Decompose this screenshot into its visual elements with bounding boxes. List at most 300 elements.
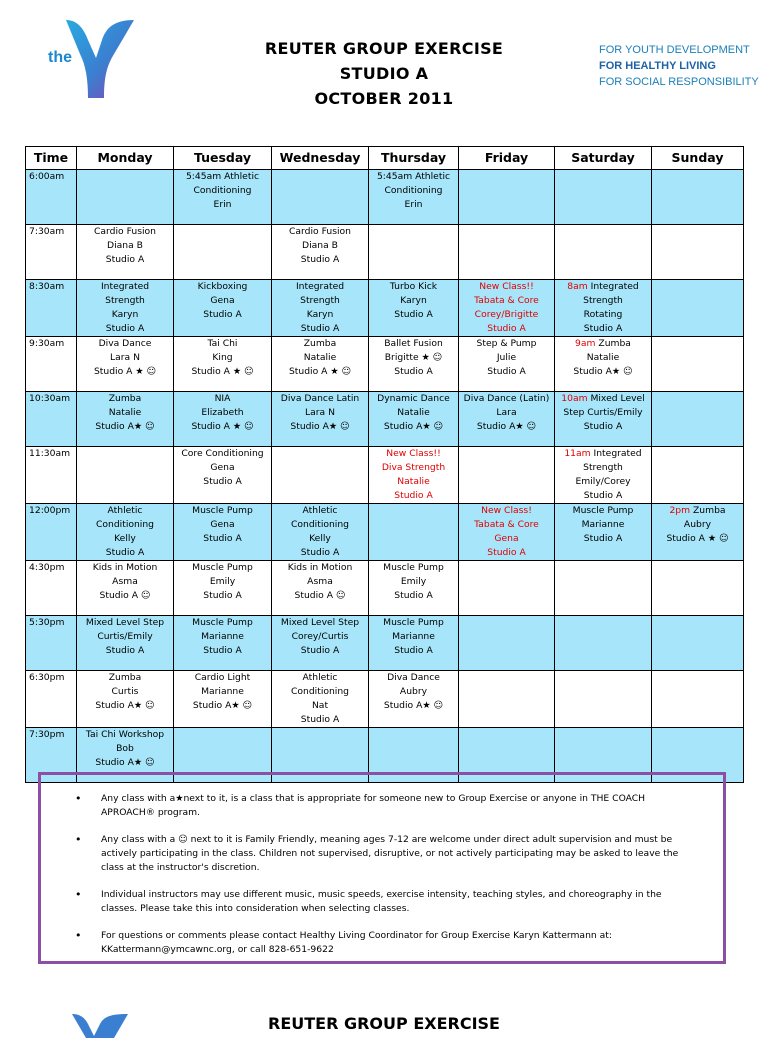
class-line-text: Studio A [105, 645, 145, 656]
class-line [272, 225, 368, 239]
class-cell-tuesday [174, 280, 272, 337]
table-row [26, 616, 744, 671]
class-cell-tuesday [174, 225, 272, 280]
class-line-text: Tai Chi Workshop [85, 729, 165, 740]
class-cell-thursday [369, 616, 459, 671]
time-cell: 6:00am [26, 170, 77, 225]
table-row [26, 392, 744, 447]
class-cell-tuesday [174, 671, 272, 728]
header-saturday: Saturday [555, 147, 652, 170]
class-start-time: 8am [567, 281, 588, 292]
schedule-body [26, 170, 744, 783]
class-cell-thursday [369, 561, 459, 616]
class-cell-tuesday [174, 170, 272, 225]
class-line-text: Elizabeth [201, 407, 244, 418]
class-cell-friday [459, 392, 555, 447]
class-line-text: Mixed Level [587, 393, 645, 404]
class-line [77, 685, 173, 699]
class-line-text: Tai Chi [207, 338, 238, 349]
class-line [77, 420, 173, 434]
class-cell-wednesday [272, 671, 369, 728]
class-line [272, 699, 368, 713]
class-line [272, 365, 368, 379]
note-beginner-star: • Any class with a★next to it, is a class that is appropriate for someone new to Group Exercise or anyone in THE COACH APROACH® program. [101, 792, 699, 820]
class-line-text: Studio A★ ☺ [95, 757, 155, 768]
class-line [369, 420, 458, 434]
class-line [77, 308, 173, 322]
class-cell-friday [459, 280, 555, 337]
class-line-text: NIA [214, 393, 231, 404]
class-cell-friday [459, 504, 555, 561]
note-instructor-variation: • Individual instructors may use different music, music speeds, exercise intensity, teaching styles, and choreography in the classes. Please take this into consideration when selecting classes. [101, 888, 699, 916]
class-line-text: Studio A [583, 490, 623, 501]
class-line [77, 253, 173, 267]
class-line-text: Kids in Motion [92, 562, 158, 573]
class-line [77, 644, 173, 658]
class-line-text: Studio A [487, 547, 526, 558]
class-line [77, 337, 173, 351]
class-line [369, 337, 458, 351]
table-row [26, 504, 744, 561]
class-line-text: Diva Dance Latin [280, 393, 360, 404]
class-cell-sunday [652, 225, 744, 280]
class-line-text: Studio A [105, 323, 145, 334]
class-cell-sunday [652, 561, 744, 616]
class-line [174, 420, 271, 434]
class-line [459, 337, 554, 351]
class-line-text: Natalie [586, 352, 620, 363]
class-line-text: Step Curtis/Emily [563, 407, 643, 418]
class-cell-sunday [652, 447, 744, 504]
class-line-text: Athletic [107, 505, 143, 516]
class-line [77, 699, 173, 713]
class-line-text: Strength [105, 295, 145, 306]
class-line [555, 322, 651, 336]
class-line [652, 504, 743, 518]
class-line-text: Studio A [394, 366, 433, 377]
class-line [272, 532, 368, 546]
class-line-text: Diana B [107, 240, 143, 251]
class-line-text: Studio A ☺ [294, 590, 346, 601]
class-cell-thursday [369, 671, 459, 728]
class-line [174, 461, 271, 475]
class-cell-saturday [555, 337, 652, 392]
class-cell-wednesday [272, 225, 369, 280]
class-line [272, 685, 368, 699]
class-cell-saturday [555, 392, 652, 447]
class-line [459, 308, 554, 322]
class-line-text: Studio A [105, 254, 145, 265]
class-cell-thursday [369, 447, 459, 504]
class-line-text: Conditioning [95, 519, 155, 530]
class-cell-tuesday [174, 561, 272, 616]
class-line [272, 322, 368, 336]
class-cell-thursday [369, 337, 459, 392]
class-line [77, 406, 173, 420]
class-line [77, 239, 173, 253]
class-cell-saturday [555, 504, 652, 561]
class-line [555, 504, 651, 518]
class-line [369, 630, 458, 644]
class-line [77, 575, 173, 589]
class-line [174, 294, 271, 308]
class-line [272, 644, 368, 658]
class-cell-monday [77, 561, 174, 616]
class-line-text: Studio A★ ☺ [95, 421, 155, 432]
class-line-text: Step & Pump [476, 338, 537, 349]
ymca-y-mark-bottom [66, 1008, 136, 1038]
class-cell-tuesday [174, 447, 272, 504]
class-cell-saturday [555, 561, 652, 616]
class-line [272, 308, 368, 322]
class-line [555, 475, 651, 489]
class-line [459, 420, 554, 434]
class-line-text: Studio A [487, 323, 526, 334]
table-row [26, 561, 744, 616]
class-line [174, 337, 271, 351]
class-cell-sunday [652, 671, 744, 728]
class-line [555, 518, 651, 532]
class-line-text: Conditioning [384, 185, 443, 196]
ymca-logo [44, 14, 140, 100]
class-line [369, 561, 458, 575]
class-line-text: Marianne [201, 631, 244, 642]
header-monday: Monday [77, 147, 174, 170]
time-cell: 9:30am [26, 337, 77, 392]
tagline-line-1: FOR YOUTH DEVELOPMENT [599, 44, 750, 56]
class-line [652, 518, 743, 532]
class-line-text: Studio A★ ☺ [383, 700, 444, 711]
class-cell-thursday [369, 392, 459, 447]
class-line [77, 561, 173, 575]
class-line-text: Athletic [302, 505, 338, 516]
class-line [77, 728, 173, 742]
class-line [459, 280, 554, 294]
class-line-text: Bob [116, 743, 134, 754]
class-cell-saturday [555, 671, 652, 728]
class-line-text: Studio A [203, 645, 242, 656]
class-line [77, 280, 173, 294]
class-line [555, 406, 651, 420]
time-cell: 8:30am [26, 280, 77, 337]
class-line [555, 420, 651, 434]
class-line-text: Turbo Kick [389, 281, 438, 292]
class-line-text: Zumba [595, 338, 631, 349]
class-line [174, 671, 271, 685]
class-line [369, 392, 458, 406]
class-line-text: Cardio Fusion [289, 226, 351, 237]
class-line [555, 392, 651, 406]
note-family-friendly: • Any class with a ☺ next to it is Family Friendly, meaning ages 7-12 are welcome under direct adult supervision and must be actively participating in the class. Children not supervised, disruptive, or not actively participating may be asked to leave the class at the instructor's discretion. [101, 833, 699, 875]
class-line-text: Muscle Pump [192, 562, 253, 573]
class-cell-friday [459, 616, 555, 671]
class-line-text: Zumba [108, 672, 142, 683]
class-line [77, 671, 173, 685]
class-line [369, 198, 458, 212]
class-line-text: Kids in Motion [287, 562, 353, 573]
class-line-text: Studio A ★ ☺ [288, 366, 352, 377]
class-line-text: Kelly [309, 533, 331, 544]
class-line-text: Tabata & Core [474, 519, 539, 530]
class-line [174, 447, 271, 461]
class-line-text: Muscle Pump [383, 562, 444, 573]
class-line-text: Gena [494, 533, 519, 544]
class-line [369, 685, 458, 699]
class-line-text: Marianne [201, 686, 244, 697]
class-cell-saturday [555, 616, 652, 671]
table-row [26, 170, 744, 225]
class-line-text: Integrated [295, 281, 345, 292]
class-line [77, 546, 173, 560]
class-line [77, 351, 173, 365]
class-line [369, 699, 458, 713]
class-line-text: Integrated [590, 448, 642, 459]
class-line-text: Studio A [394, 309, 433, 320]
class-line [77, 322, 173, 336]
class-line [272, 561, 368, 575]
class-line [77, 532, 173, 546]
class-cell-monday [77, 504, 174, 561]
class-line [459, 546, 554, 560]
class-line [272, 351, 368, 365]
ymca-y-mark [44, 14, 140, 100]
class-cell-thursday [369, 280, 459, 337]
class-line [174, 685, 271, 699]
notes-box [38, 772, 726, 964]
class-line [369, 406, 458, 420]
time-cell: 7:30am [26, 225, 77, 280]
class-line [77, 742, 173, 756]
class-cell-saturday [555, 225, 652, 280]
svg-text:YMCA: YMCA [108, 76, 120, 95]
class-cell-thursday [369, 225, 459, 280]
class-line-text: Studio A [300, 645, 340, 656]
class-line-text: Natalie [303, 352, 337, 363]
class-cell-wednesday [272, 392, 369, 447]
class-line [369, 184, 458, 198]
class-line-text: Emily/Corey [575, 476, 631, 487]
class-cell-friday [459, 337, 555, 392]
time-cell: 4:30pm [26, 561, 77, 616]
class-line-text: Asma [112, 576, 138, 587]
class-line [77, 756, 173, 770]
header-time: Time [26, 147, 77, 170]
class-line-text: Studio A ★ ☺ [93, 366, 157, 377]
class-line-text: Studio A ★ ☺ [191, 366, 254, 377]
class-line [77, 504, 173, 518]
class-line-text: Muscle Pump [192, 505, 253, 516]
class-line-text: Studio A [394, 645, 433, 656]
class-line [555, 337, 651, 351]
ymca-tagline [599, 42, 759, 90]
class-line-text: Karyn [111, 309, 139, 320]
class-line-text: Mixed Level Step [280, 617, 360, 628]
class-line [272, 253, 368, 267]
class-line [369, 589, 458, 603]
class-line [555, 461, 651, 475]
class-start-time: 2pm [669, 505, 691, 516]
class-line-text: Kickboxing [197, 281, 248, 292]
class-line [555, 365, 651, 379]
class-cell-friday [459, 561, 555, 616]
bottom-title: REUTER GROUP EXERCISE [268, 1014, 500, 1033]
class-line [369, 294, 458, 308]
class-line [174, 308, 271, 322]
class-line [369, 475, 458, 489]
class-line [555, 489, 651, 503]
class-line [272, 294, 368, 308]
class-line [369, 365, 458, 379]
class-line [369, 671, 458, 685]
class-cell-wednesday [272, 337, 369, 392]
class-line-text: Conditioning [193, 185, 252, 196]
class-line [174, 365, 271, 379]
class-line [174, 392, 271, 406]
class-line-text: Studio A★ ☺ [290, 421, 350, 432]
schedule-header-row [26, 147, 744, 170]
class-line [369, 489, 458, 503]
class-line-text: Muscle Pump [572, 505, 634, 516]
class-line-text: Strength [583, 295, 623, 306]
class-line [459, 322, 554, 336]
class-line-text: Curtis [111, 686, 139, 697]
class-line-text: Studio A★ ☺ [383, 421, 444, 432]
class-line [77, 616, 173, 630]
class-line [272, 575, 368, 589]
class-line [174, 561, 271, 575]
class-line [272, 546, 368, 560]
class-line-text: Natalie [397, 476, 430, 487]
class-line [369, 447, 458, 461]
class-line [555, 351, 651, 365]
class-line-text: Emily [209, 576, 236, 587]
class-line-text: Diva Dance [387, 672, 440, 683]
class-line-text: Studio A★ ☺ [476, 421, 537, 432]
class-line [174, 406, 271, 420]
class-line [174, 198, 271, 212]
class-cell-wednesday [272, 447, 369, 504]
class-line-text: Studio A [300, 323, 340, 334]
class-line [652, 532, 743, 546]
class-cell-thursday [369, 170, 459, 225]
class-line [77, 589, 173, 603]
class-cell-sunday [652, 504, 744, 561]
note-contact: • For questions or comments please contact Healthy Living Coordinator for Group Exercise Karyn Kattermann at: KKattermann@ymcawnc.org, or call 828-651-9622 [101, 929, 699, 957]
class-cell-friday [459, 671, 555, 728]
tagline-line-3: FOR SOCIAL RESPONSIBILITY [599, 76, 759, 88]
class-line-text: Aubry [683, 519, 712, 530]
class-line-text: Studio A [105, 547, 145, 558]
class-line [77, 518, 173, 532]
title-line-3: OCTOBER 2011 [314, 89, 454, 108]
class-line-text: Curtis/Emily [97, 631, 153, 642]
class-line [459, 365, 554, 379]
class-cell-monday [77, 392, 174, 447]
class-line [555, 308, 651, 322]
class-line [272, 280, 368, 294]
class-line [459, 392, 554, 406]
table-row [26, 280, 744, 337]
class-line [77, 365, 173, 379]
class-cell-monday [77, 225, 174, 280]
class-cell-friday [459, 170, 555, 225]
class-cell-friday [459, 225, 555, 280]
svg-text:the: the [48, 49, 72, 66]
class-line-text: Studio A [300, 254, 340, 265]
class-cell-monday [77, 337, 174, 392]
class-line-text: Lara N [110, 352, 140, 363]
class-line-text: Studio A [583, 533, 623, 544]
class-cell-wednesday [272, 170, 369, 225]
time-cell: 6:30pm [26, 671, 77, 728]
class-line-text: Studio A [203, 476, 242, 487]
class-line-text: Natalie [108, 407, 142, 418]
class-line [369, 461, 458, 475]
class-line-text: Studio A ★ ☺ [666, 533, 729, 544]
class-line [272, 406, 368, 420]
class-cell-saturday [555, 447, 652, 504]
class-cell-saturday [555, 280, 652, 337]
class-line-text: Aubry [399, 686, 428, 697]
table-row [26, 337, 744, 392]
class-line [272, 713, 368, 727]
class-line [459, 504, 554, 518]
class-line [272, 630, 368, 644]
class-line-text: Diana B [302, 240, 338, 251]
time-cell: 12:00pm [26, 504, 77, 561]
class-line [174, 532, 271, 546]
class-line [174, 699, 271, 713]
class-line-text: Studio A ★ ☺ [191, 421, 254, 432]
class-line-text: Lara N [305, 407, 335, 418]
class-cell-monday [77, 447, 174, 504]
class-line [174, 280, 271, 294]
class-line-text: Studio A [487, 366, 526, 377]
class-cell-sunday [652, 337, 744, 392]
class-line-text: New Class! [481, 505, 532, 516]
class-line [77, 294, 173, 308]
class-cell-wednesday [272, 504, 369, 561]
class-cell-monday [77, 280, 174, 337]
class-cell-wednesday [272, 280, 369, 337]
class-cell-monday [77, 616, 174, 671]
class-line [369, 170, 458, 184]
class-line [77, 225, 173, 239]
class-start-time: 9am [575, 338, 596, 349]
time-cell: 11:30am [26, 447, 77, 504]
class-line-text: Diva Dance [98, 338, 152, 349]
class-line-text: Rotating [583, 309, 623, 320]
class-line [369, 644, 458, 658]
class-cell-tuesday [174, 616, 272, 671]
class-cell-sunday [652, 170, 744, 225]
class-cell-sunday [652, 616, 744, 671]
class-line-text: Studio A★ ☺ [95, 700, 155, 711]
class-line-text: Integrated [100, 281, 150, 292]
class-line-text: New Class!! [479, 281, 534, 292]
page-title [200, 36, 568, 111]
class-line-text: Strength [300, 295, 340, 306]
class-line-text: Nat [311, 700, 329, 711]
class-line-text: Diva Strength [381, 462, 446, 473]
class-line [272, 518, 368, 532]
class-cell-tuesday [174, 337, 272, 392]
class-line-text: Cardio Fusion [94, 226, 156, 237]
class-line [174, 351, 271, 365]
class-line-text: Conditioning [290, 519, 350, 530]
class-line-text: King [212, 352, 233, 363]
header-sunday: Sunday [652, 147, 744, 170]
